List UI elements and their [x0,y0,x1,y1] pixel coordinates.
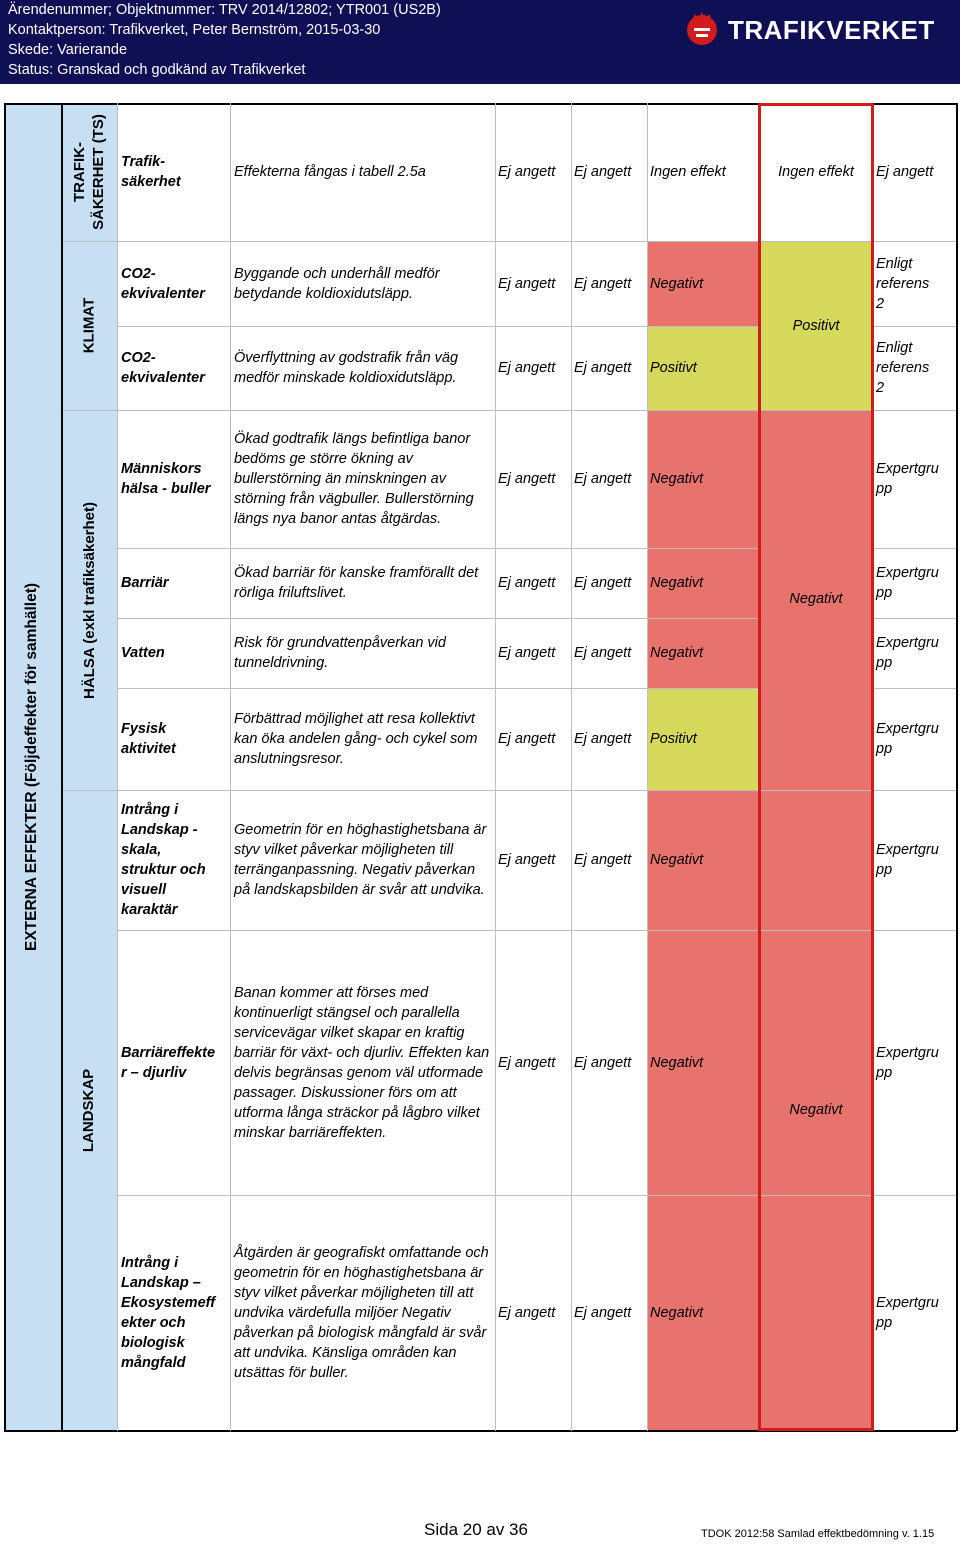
merged-klimat: Positivt [792,317,840,334]
c5-co2-byggande: Enligt referens 2 [876,255,930,312]
c3-fysisk-aktivitet: Positivt [650,731,697,747]
header-contact: Kontaktperson: Trafikverket, Peter Bernström, 2015-03-30 [8,22,381,38]
c3-buller: Negativt [650,471,704,487]
c3-ekosystem: Negativt [650,1304,704,1321]
logo-wordmark: TRAFIKVERKET [728,15,935,45]
aspect-trafiksakerhet: Trafik- säkerhet [121,154,181,190]
desc-fysisk-aktivitet: Förbättrad möjlighet att resa kollektivt kan öka andelen gång- och cykel som anslutningsresor. [234,711,478,767]
klimat-label: KLIMAT [80,297,98,354]
c2-barriareffekter: Ej angett [574,1054,632,1071]
c2-trafiksakerhet: Ej angett [574,164,632,180]
c5-ekosystem: Expertgru pp [876,1294,939,1331]
c3-vatten: Negativt [650,645,704,661]
desc-co2-byggande: Byggande och underhåll medför betydande koldioxidutsläpp. [234,265,440,302]
c1-barriar: Ej angett [498,575,556,591]
header-status: Status: Granskad och godkänd av Trafikverket [8,62,306,78]
aspect-barriar: Barriär [121,575,169,591]
desc-landskap-skala: Geometrin för en höghastighetsbana är styv vilket påverkar möjligheten till terränganpassning. Negativ påverkan på landskapsbilden är svår att undvika. [234,822,487,898]
c5-fysisk-aktivitet: Expertgru pp [876,721,939,757]
c3-landskap-skala: Negativt [650,852,704,868]
c2-buller: Ej angett [574,471,632,487]
externa-effekter-label: EXTERNA EFFEKTER (Följdeffekter för samhället) [23,582,41,952]
desc-barriar: Ökad barriär för kanske framförallt det rörliga friluftslivet. [234,565,479,601]
desc-barriareffekter: Banan kommer att förses med kontinuerligt stängsel och parallella servicevägar vilket skapar en kraftig barriär för växt- och djurliv. Effekten kan delvis begränsas genom väl utformade passager. Diskussioner förs om att utforma långa sträckor på lågbro vilket minskar barriäreffekten. [234,984,490,1141]
c5-co2-godstrafik: Enligt referens 2 [876,340,930,396]
c3-co2-godstrafik: Positivt [650,360,697,376]
desc-co2-godstrafik: Överflyttning av godstrafik från väg medför minskade koldioxidutsläpp. [234,350,459,386]
page-number: Sida 20 av 36 [424,1520,528,1539]
merged-landskap: Negativt [789,1102,843,1118]
c5-trafiksakerhet: Ej angett [876,164,934,180]
crown-icon [682,8,722,48]
header-case-number: Ärendenummer; Objektnummer: TRV 2014/12802; YTR001 (US2B) [8,2,441,18]
c2-landskap-skala: Ej angett [574,852,632,868]
aspect-co2-godstrafik: CO2- ekvivalenter [121,350,205,386]
c3-trafiksakerhet: Ingen effekt [650,164,726,180]
c3-barriar: Negativt [650,575,704,591]
header-stage: Skede: Varierande [8,42,128,58]
c1-landskap-skala: Ej angett [498,852,556,868]
c2-barriar: Ej angett [574,575,632,591]
desc-buller: Ökad godtrafik längs befintliga banor bedöms ge större ökning av bullerstörning än minskningen av störning från vägbuller. Bullerstörning längs nya banor antas åtgärdas. [234,431,474,527]
c2-co2-godstrafik: Ej angett [574,360,632,376]
landskap-label: LANDSKAP [80,1068,98,1152]
c2-co2-byggande: Ej angett [574,275,632,292]
aspect-vatten: Vatten [121,645,165,661]
trafikverket-logo [682,8,952,50]
halsa-label: HÄLSA (exkl trafiksäkerhet) [80,501,98,699]
desc-ekosystem: Åtgärden är geografiskt omfattande och geometrin för en höghastighetsbana är styv vilket påverkar möjligheten till att undvika värdefulla miljöer Negativ påverkan på biologisk mångfald är svår att undvika. Känsliga områden kan utsättas för buller. [234,1244,489,1381]
aspect-barriareffekter: Barriäreffekte r – djurliv [121,1044,216,1081]
aspect-ekosystem: Intrång i Landskap – Ekosystemeff ekter och biologisk mångfald [121,1254,216,1371]
c5-barriareffekter: Expertgru pp [876,1044,939,1081]
c2-ekosystem: Ej angett [574,1304,632,1321]
c1-fysisk-aktivitet: Ej angett [498,731,556,747]
aspect-buller: Människors hälsa - buller [121,461,211,497]
merged-halsa: Negativt [789,591,843,607]
c5-vatten: Expertgru pp [876,635,939,671]
c5-barriar: Expertgru pp [876,565,939,601]
c2-fysisk-aktivitet: Ej angett [574,731,632,747]
desc-vatten: Risk för grundvattenpåverkan vid tunneldrivning. [234,635,446,671]
c1-ekosystem: Ej angett [498,1304,556,1321]
aspect-co2-byggande: CO2- ekvivalenter [121,265,205,302]
trafiksakerhet-label: TRAFIK- SÄKERHET (TS) [71,114,107,230]
c3-barriareffekter: Negativt [650,1054,704,1071]
document-reference: TDOK 2012:58 Samlad effektbedömning v. 1.15 [701,1528,935,1540]
desc-trafiksakerhet: Effekterna fångas i tabell 2.5a [234,164,426,180]
c2-vatten: Ej angett [574,645,632,661]
c1-co2-godstrafik: Ej angett [498,360,556,376]
c1-buller: Ej angett [498,471,556,487]
aspect-fysisk-aktivitet: Fysisk aktivitet [121,721,176,757]
c1-vatten: Ej angett [498,645,556,661]
c3-co2-byggande: Negativt [650,275,704,292]
c1-trafiksakerhet: Ej angett [498,164,556,180]
c1-co2-byggande: Ej angett [498,275,556,292]
aspect-landskap-skala: Intrång i Landskap - skala, struktur och visuell karaktär [121,802,206,918]
merged-trafiksakerhet: Ingen effekt [778,164,854,180]
c5-buller: Expertgru pp [876,461,939,497]
c5-landskap-skala: Expertgru pp [876,842,939,878]
c1-barriareffekter: Ej angett [498,1054,556,1071]
